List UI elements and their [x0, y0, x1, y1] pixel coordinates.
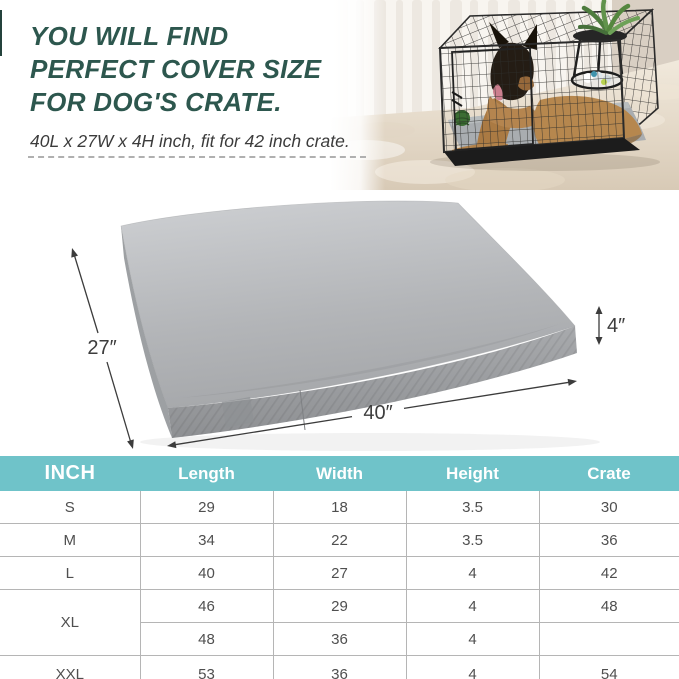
length-cell: 29	[140, 491, 273, 524]
bed-shadow	[140, 433, 600, 451]
photo-left-fade	[330, 0, 385, 190]
height-cell: 3.5	[406, 491, 539, 524]
size-cell: M	[0, 524, 140, 557]
crate-cell	[539, 623, 679, 656]
headline-line-3: FOR DOG'S CRATE.	[30, 87, 282, 117]
width-cell: 29	[273, 590, 406, 623]
height-cell: 4	[406, 656, 539, 679]
size-chart-table	[0, 456, 679, 679]
column-header-inch: INCH	[0, 456, 140, 491]
table-row-m	[0, 524, 679, 557]
width-cell: 18	[273, 491, 406, 524]
dashed-divider	[28, 156, 366, 158]
height-label: 4″	[607, 315, 626, 337]
table-row-xl-1	[0, 590, 679, 623]
crate-cell: 54	[539, 656, 679, 679]
table-header-row	[0, 456, 679, 491]
size-cell: L	[0, 557, 140, 590]
headline	[30, 20, 321, 119]
height-cell: 4	[406, 590, 539, 623]
table-row-xxl	[0, 656, 679, 679]
height-cell: 4	[406, 623, 539, 656]
length-cell: 46	[140, 590, 273, 623]
table-row-l	[0, 557, 679, 590]
crate-cell: 42	[539, 557, 679, 590]
table-row-s	[0, 491, 679, 524]
length-label: 40″	[363, 402, 393, 424]
length-cell: 34	[140, 524, 273, 557]
width-cell: 36	[273, 656, 406, 679]
width-cell: 22	[273, 524, 406, 557]
photo-scene	[330, 0, 679, 190]
column-header-height: Height	[406, 456, 539, 491]
height-cell: 3.5	[406, 524, 539, 557]
length-cell: 48	[140, 623, 273, 656]
width-cell: 36	[273, 623, 406, 656]
headline-line-1: YOU WILL FIND	[30, 21, 229, 51]
width-label: 27″	[87, 337, 117, 359]
width-cell: 27	[273, 557, 406, 590]
column-header-length: Length	[140, 456, 273, 491]
lifestyle-photo	[330, 0, 679, 190]
crate-cell: 48	[539, 590, 679, 623]
dimensions-subtitle: 40L x 27W x 4H inch, fit for 42 inch crate.	[30, 131, 350, 151]
bed-dimension-diagram	[0, 190, 679, 456]
column-header-width: Width	[273, 456, 406, 491]
bed-top-face	[121, 201, 575, 408]
column-header-crate: Crate	[539, 456, 679, 491]
left-accent-bar	[0, 10, 2, 56]
crate-cell: 36	[539, 524, 679, 557]
diagram-canvas	[0, 190, 679, 456]
height-arrow	[596, 306, 603, 345]
size-cell: XXL	[0, 656, 140, 679]
length-cell: 40	[140, 557, 273, 590]
crate-cell: 30	[539, 491, 679, 524]
bed-illustration	[121, 201, 600, 451]
size-cell: XL	[0, 590, 140, 656]
size-cell: S	[0, 491, 140, 524]
dog-crate	[440, 10, 658, 166]
height-cell: 4	[406, 557, 539, 590]
headline-line-2: PERFECT COVER SIZE	[30, 54, 322, 84]
length-cell: 53	[140, 656, 273, 679]
